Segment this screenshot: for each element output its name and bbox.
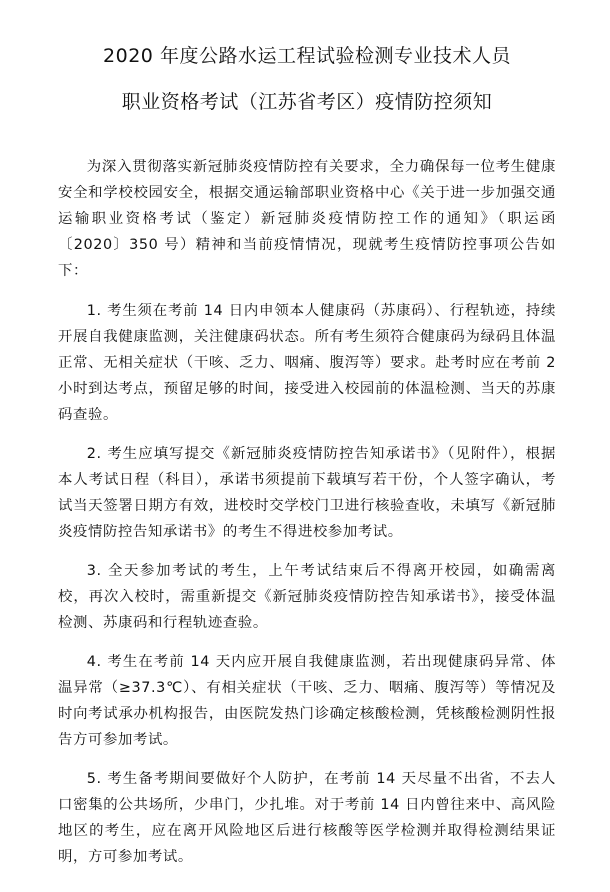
document-body [58,154,556,870]
document-title-line-2: 职业资格考试（江苏省考区）疫情防控须知 [121,91,493,113]
notice-item-1: 1. 考生须在考前 14 日内申领本人健康码（苏康码）、行程轨迹，持续开展自我健康监测，关注健康码状态。所有考生须符合健康码为绿码且体温正常、无相关症状（干咳、乏力、咽痛、腹泻等）要求。赴考时应在考前 2 小时到达考点，预留足够的时间，接受进入校园前的体温检测、当天的苏康码查验。 [58,303,556,423]
notice-item-3: 3. 全天参加考试的考生，上午考试结束后不得离开校园，如确需离校，再次入校时，需重新提交《新冠肺炎疫情防控告知承诺书》，接受体温检测、苏康码和行程轨迹查验。 [58,563,556,631]
notice-item-2: 2. 考生应填写提交《新冠肺炎疫情防控告知承诺书》（见附件），根据本人考试日程（科目），承诺书须提前下载填写若干份，个人签字确认，考试当天签署日期方有效，进校时交学校门卫进行核验查收，未填写《新冠肺炎疫情防控告知承诺书》的考生不得进校参加考试。 [58,446,556,540]
notice-item-5: 5. 考生备考期间要做好个人防护，在考前 14 天尽量不出省，不去人口密集的公共场所，少串门，少扎堆。对于考前 14 日内曾往来中、高风险地区的考生，应在离开风险地区后进行核酸等医学检测并取得检测结果证明，方可参加考试。 [58,771,556,865]
intro-paragraph: 为深入贯彻落实新冠肺炎疫情防控有关要求，全力确保每一位考生健康安全和学校校园安全，根据交通运输部职业资格中心《关于进一步加强交通运输职业资格考试（鉴定）新冠肺炎疫情防控工作的通知》（职运函〔2020〕350 号）精神和当前疫情情况，现就考生疫情防控事项公告如下： [58,159,556,279]
document-title-line-1: 2020 年度公路水运工程试验检测专业技术人员 [103,45,511,67]
notice-item-4: 4. 考生在考前 14 天内应开展自我健康监测，若出现健康码异常、体温异常（≥37.3℃）、有相关症状（干咳、乏力、咽痛、腹泻等）等情况及时向考试承办机构报告，由医院发热门诊确定核酸检测，凭核酸检测阴性报告方可参加考试。 [58,654,556,748]
